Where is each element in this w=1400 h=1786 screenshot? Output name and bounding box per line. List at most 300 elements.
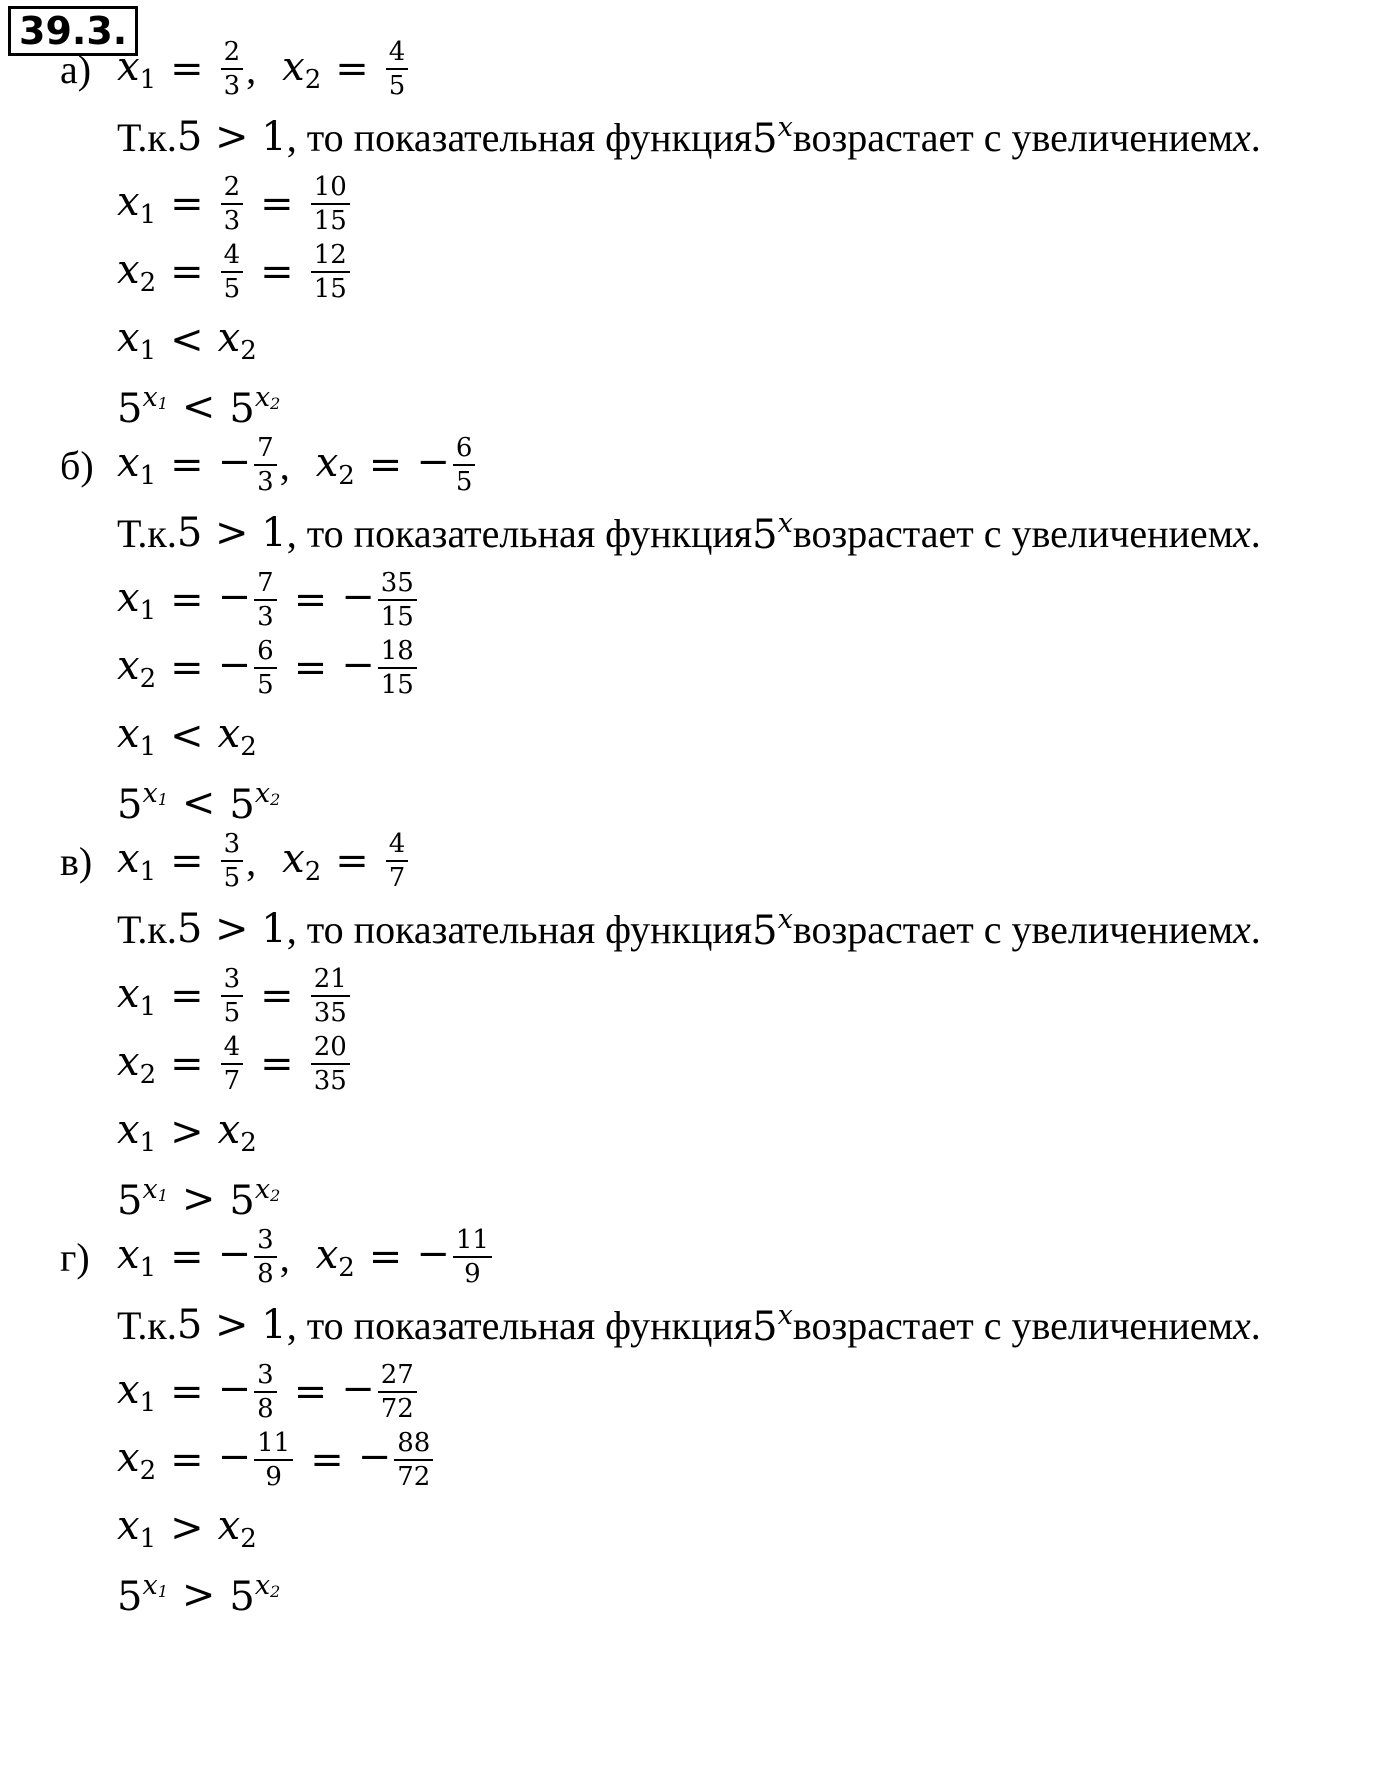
power: $5^{x2}$ xyxy=(229,1174,281,1224)
operator: = xyxy=(170,1369,204,1415)
minus-sign: − xyxy=(217,574,252,620)
x1-conversion xyxy=(117,1357,420,1427)
numerator: 6 xyxy=(455,433,473,463)
variable: $x_2$ xyxy=(217,1106,257,1158)
fraction xyxy=(254,435,277,495)
signed-fraction xyxy=(416,435,478,495)
denominator: 15 xyxy=(380,670,414,700)
minus-sign: − xyxy=(341,1366,375,1412)
fraction xyxy=(254,1227,277,1287)
given-values xyxy=(60,430,478,500)
fraction-bar xyxy=(221,68,244,70)
reason-sentence xyxy=(117,498,1261,568)
numerator: 27 xyxy=(380,1360,414,1390)
fraction xyxy=(311,966,350,1026)
exponent xyxy=(255,1570,280,1601)
reason-end: . xyxy=(1250,510,1261,556)
subscript: 2 xyxy=(338,1252,355,1283)
x2-conversion xyxy=(117,633,420,703)
reason-middle: , то показательная функция xyxy=(286,114,753,160)
x1-conversion xyxy=(117,565,420,635)
signed-fraction xyxy=(218,39,247,99)
reason-exponent xyxy=(778,1300,793,1331)
fraction xyxy=(394,1430,433,1490)
fraction xyxy=(311,174,350,234)
reason-inequality: 5 > 1 xyxy=(176,510,287,556)
subscript: 1 xyxy=(139,856,157,887)
operator: = xyxy=(293,577,328,623)
subscript: 1 xyxy=(139,199,157,230)
numerator: 4 xyxy=(223,240,241,270)
x1-conversion xyxy=(117,961,353,1031)
fraction-bar xyxy=(254,464,277,466)
exponent xyxy=(255,1174,280,1205)
denominator: 7 xyxy=(223,1066,241,1096)
exponent-variable: x2 xyxy=(254,382,281,413)
comparison xyxy=(117,305,257,375)
operator: = xyxy=(260,1041,294,1087)
signed-fraction xyxy=(218,1227,280,1287)
operator: = xyxy=(293,645,328,691)
part-letter: б) xyxy=(60,442,94,488)
signed-fraction xyxy=(218,1362,280,1422)
numerator: 2 xyxy=(223,37,241,67)
exponent-subscript: 1 xyxy=(157,394,168,413)
operator: = xyxy=(260,181,294,227)
numerator: 3 xyxy=(223,964,241,994)
reason-end: . xyxy=(1250,1302,1261,1348)
reason-prefix: Т.к. xyxy=(117,510,177,556)
comma: , xyxy=(279,1234,290,1280)
subscript: 1 xyxy=(139,1127,157,1158)
reason-power: 5$^x$ xyxy=(752,508,793,558)
variable: $x_2$ xyxy=(117,1038,157,1090)
fraction xyxy=(378,638,417,698)
operator: > xyxy=(170,1505,204,1551)
subscript: 2 xyxy=(338,460,355,491)
variable: $x_2$ xyxy=(282,835,322,887)
fraction-bar xyxy=(221,860,244,862)
subscript: 1 xyxy=(139,335,157,366)
x2-conversion xyxy=(117,1029,353,1099)
variable: $x_2$ xyxy=(217,314,257,366)
denominator: 9 xyxy=(265,1462,282,1492)
denominator: 72 xyxy=(397,1462,431,1492)
subscript: 1 xyxy=(139,1523,157,1554)
fraction-bar xyxy=(254,1459,293,1461)
signed-fraction xyxy=(218,966,247,1026)
denominator: 5 xyxy=(388,71,406,101)
signed-fraction xyxy=(308,174,353,234)
denominator: 3 xyxy=(257,467,274,497)
subscript: 1 xyxy=(139,460,157,491)
operator: = xyxy=(170,1041,204,1087)
variable: $x_2$ xyxy=(217,1502,257,1554)
operator: = xyxy=(170,1234,204,1280)
operator: = xyxy=(170,577,204,623)
part-letter: в) xyxy=(60,838,93,884)
power: $5^{x2}$ xyxy=(229,382,281,432)
operator: = xyxy=(170,181,204,227)
fraction xyxy=(311,242,350,302)
subscript: 2 xyxy=(139,267,157,298)
signed-fraction xyxy=(383,39,412,99)
signed-fraction xyxy=(416,1227,495,1287)
minus-sign: − xyxy=(341,574,375,620)
operator: = xyxy=(260,973,294,1019)
fraction xyxy=(311,1034,350,1094)
fraction-bar xyxy=(311,1063,350,1065)
numerator: 11 xyxy=(257,1428,291,1458)
fraction-bar xyxy=(254,1391,277,1393)
signed-fraction xyxy=(218,435,280,495)
variable: $x_1$ xyxy=(117,43,157,95)
minus-sign: − xyxy=(217,642,252,688)
operator: > xyxy=(170,1109,204,1155)
fraction xyxy=(221,174,244,234)
exponent-variable: x1 xyxy=(142,382,168,413)
numerator: 4 xyxy=(223,1032,241,1062)
denominator: 5 xyxy=(455,467,473,497)
operator: = xyxy=(170,1437,204,1483)
numerator: 6 xyxy=(257,636,274,666)
numerator: 20 xyxy=(313,1032,347,1062)
fraction-bar xyxy=(378,667,417,669)
fraction-bar xyxy=(386,860,409,862)
operator: = xyxy=(170,442,204,488)
reason-power: 5$^x$ xyxy=(752,1300,793,1350)
exponent-variable: x1 xyxy=(142,1174,168,1205)
reason-exponent xyxy=(778,904,793,935)
denominator: 5 xyxy=(223,998,241,1028)
operator: = xyxy=(170,838,204,884)
numerator: 12 xyxy=(313,240,347,270)
numerator: 4 xyxy=(388,37,406,67)
denominator: 5 xyxy=(257,670,274,700)
variable: $x_2$ xyxy=(217,710,257,762)
operator: = xyxy=(170,645,204,691)
operator: < xyxy=(181,780,216,826)
fraction-bar xyxy=(386,68,409,70)
denominator: 15 xyxy=(380,602,414,632)
numerator: 10 xyxy=(313,172,347,202)
power-comparison xyxy=(117,1560,280,1630)
reason-var: x xyxy=(1233,114,1251,160)
fraction-bar xyxy=(254,1256,277,1258)
reason-prefix: Т.к. xyxy=(117,1302,177,1348)
given-values xyxy=(60,1222,495,1292)
reason-var: x xyxy=(1233,510,1251,556)
numerator: 7 xyxy=(257,568,274,598)
fraction xyxy=(254,1430,293,1490)
denominator: 3 xyxy=(257,602,274,632)
denominator: 7 xyxy=(388,863,406,893)
signed-fraction xyxy=(341,638,420,698)
variable: $x_1$ xyxy=(117,1366,157,1418)
reason-exponent xyxy=(778,112,793,143)
exponent-subscript: 1 xyxy=(157,790,168,809)
reason-inequality: 5 > 1 xyxy=(176,1302,287,1348)
subscript: 1 xyxy=(139,991,157,1022)
reason-inequality: 5 > 1 xyxy=(176,906,287,952)
part-letter: а) xyxy=(60,46,92,92)
reason-middle: , то показательная функция xyxy=(286,906,753,952)
exponent-subscript: 1 xyxy=(157,1582,168,1601)
subscript: 1 xyxy=(139,731,157,762)
signed-fraction xyxy=(308,966,353,1026)
minus-sign: − xyxy=(217,1366,252,1412)
denominator: 72 xyxy=(380,1394,414,1424)
variable: $x_2$ xyxy=(117,246,157,298)
operator: > xyxy=(181,1176,216,1222)
power: $5^{x1}$ xyxy=(117,382,168,432)
fraction-bar xyxy=(453,1256,492,1258)
reason-power: 5$^x$ xyxy=(752,904,793,954)
variable: $x_1$ xyxy=(117,1106,157,1158)
subscript: 2 xyxy=(139,1455,157,1486)
minus-sign: − xyxy=(357,1434,392,1480)
reason-suffix: возрастает с увеличением xyxy=(792,1302,1233,1348)
subscript: 2 xyxy=(240,731,257,762)
variable: $x_1$ xyxy=(117,178,157,230)
exponent-subscript: 2 xyxy=(270,790,281,809)
numerator: 21 xyxy=(313,964,347,994)
signed-fraction xyxy=(308,242,353,302)
variable: $x_1$ xyxy=(117,574,157,626)
fraction xyxy=(378,1362,417,1422)
operator: > xyxy=(181,1572,216,1618)
denominator: 3 xyxy=(223,206,241,236)
variable: $x_1$ xyxy=(117,1231,157,1283)
variable: $x_1$ xyxy=(117,314,157,366)
reason-middle: , то показательная функция xyxy=(286,510,753,556)
fraction xyxy=(221,966,244,1026)
comparison xyxy=(117,701,257,771)
fraction-bar xyxy=(221,995,244,997)
subscript: 1 xyxy=(139,1252,157,1283)
fraction-bar xyxy=(254,667,277,669)
exponent xyxy=(142,778,167,809)
fraction xyxy=(221,242,244,302)
signed-fraction xyxy=(308,1034,353,1094)
fraction-bar xyxy=(394,1459,433,1461)
x1-conversion xyxy=(117,169,353,239)
numerator: 7 xyxy=(257,433,274,463)
operator: = xyxy=(170,973,204,1019)
fraction xyxy=(453,1227,492,1287)
exponent-subscript: 2 xyxy=(270,1582,281,1601)
fraction-bar xyxy=(221,1063,244,1065)
minus-sign: − xyxy=(217,439,252,485)
subscript: 2 xyxy=(240,335,257,366)
reason-var: x xyxy=(1233,1302,1251,1348)
denominator: 15 xyxy=(313,206,347,236)
power: $5^{x1}$ xyxy=(117,778,168,828)
problem-label: 39.3. xyxy=(8,6,138,56)
comparison xyxy=(117,1493,257,1563)
minus-sign: − xyxy=(341,642,375,688)
denominator: 8 xyxy=(257,1394,274,1424)
signed-fraction xyxy=(218,1034,247,1094)
given-values xyxy=(60,34,411,104)
operator: = xyxy=(335,838,369,884)
reason-exponent-var: x xyxy=(777,904,793,935)
subscript: 2 xyxy=(240,1127,257,1158)
operator: = xyxy=(260,249,294,295)
fraction-bar xyxy=(254,599,277,601)
fraction xyxy=(221,1034,244,1094)
signed-fraction xyxy=(358,1430,437,1490)
subscript: 2 xyxy=(304,64,322,95)
variable: $x_1$ xyxy=(117,1502,157,1554)
reason-end: . xyxy=(1250,906,1261,952)
reason-var: x xyxy=(1233,906,1251,952)
denominator: 15 xyxy=(313,274,347,304)
exponent-variable: x2 xyxy=(254,1174,281,1205)
variable: $x_1$ xyxy=(117,710,157,762)
reason-suffix: возрастает с увеличением xyxy=(792,906,1233,952)
power: $5^{x2}$ xyxy=(229,778,281,828)
operator: = xyxy=(170,249,204,295)
variable: $x_1$ xyxy=(117,439,157,491)
reason-power: 5$^x$ xyxy=(752,112,793,162)
variable: $x_1$ xyxy=(117,835,157,887)
part-letter: г) xyxy=(60,1234,90,1280)
operator: = xyxy=(368,442,403,488)
comma: , xyxy=(246,838,257,884)
operator: < xyxy=(170,713,204,759)
exponent-subscript: 2 xyxy=(270,1186,281,1205)
reason-inequality: 5 > 1 xyxy=(176,114,287,160)
denominator: 35 xyxy=(313,998,347,1028)
exponent-variable: x1 xyxy=(142,778,168,809)
subscript: 2 xyxy=(139,1059,157,1090)
minus-sign: − xyxy=(416,439,450,485)
numerator: 35 xyxy=(380,568,414,598)
operator: < xyxy=(181,384,216,430)
fraction-bar xyxy=(453,464,476,466)
power: $5^{x2}$ xyxy=(229,1570,281,1620)
power: $5^{x1}$ xyxy=(117,1570,168,1620)
variable: $x_2$ xyxy=(282,43,322,95)
x2-conversion xyxy=(117,237,353,307)
denominator: 8 xyxy=(257,1259,274,1289)
subscript: 2 xyxy=(139,663,157,694)
fraction-bar xyxy=(311,271,350,273)
signed-fraction xyxy=(218,242,247,302)
numerator: 3 xyxy=(257,1360,274,1390)
numerator: 18 xyxy=(380,636,414,666)
reason-middle: , то показательная функция xyxy=(286,1302,753,1348)
operator: < xyxy=(170,317,204,363)
numerator: 4 xyxy=(388,829,406,859)
subscript: 1 xyxy=(139,64,157,95)
comparison xyxy=(117,1097,257,1167)
fraction-bar xyxy=(221,203,244,205)
denominator: 35 xyxy=(313,1066,347,1096)
operator: = xyxy=(335,46,369,92)
fraction xyxy=(378,570,417,630)
subscript: 1 xyxy=(139,1387,157,1418)
fraction-bar xyxy=(311,203,350,205)
power: $5^{x1}$ xyxy=(117,1174,168,1224)
reason-sentence xyxy=(117,894,1261,964)
signed-fraction xyxy=(218,1430,297,1490)
reason-suffix: возрастает с увеличением xyxy=(792,510,1233,556)
reason-prefix: Т.к. xyxy=(117,906,177,952)
comma: , xyxy=(246,46,257,92)
signed-fraction xyxy=(218,174,247,234)
subscript: 2 xyxy=(240,1523,257,1554)
variable: $x_2$ xyxy=(315,439,355,491)
fraction xyxy=(386,831,409,891)
exponent xyxy=(142,1570,167,1601)
fraction-bar xyxy=(378,1391,417,1393)
variable: $x_2$ xyxy=(315,1231,355,1283)
signed-fraction xyxy=(218,638,280,698)
signed-fraction xyxy=(341,570,420,630)
minus-sign: − xyxy=(217,1434,252,1480)
numerator: 3 xyxy=(223,829,241,859)
operator: = xyxy=(368,1234,403,1280)
exponent-subscript: 1 xyxy=(157,1186,168,1205)
denominator: 9 xyxy=(464,1259,481,1289)
variable: $x_1$ xyxy=(117,970,157,1022)
variable: $x_2$ xyxy=(117,1434,157,1486)
reason-end: . xyxy=(1250,114,1261,160)
fraction xyxy=(254,570,277,630)
operator: = xyxy=(293,1369,328,1415)
numerator: 11 xyxy=(455,1225,489,1255)
denominator: 3 xyxy=(223,71,241,101)
signed-fraction xyxy=(341,1362,420,1422)
fraction-bar xyxy=(378,599,417,601)
fraction xyxy=(221,831,244,891)
fraction xyxy=(254,1362,277,1422)
comma: , xyxy=(279,442,290,488)
x2-conversion xyxy=(117,1425,436,1495)
fraction xyxy=(221,39,244,99)
reason-suffix: возрастает с увеличением xyxy=(792,114,1233,160)
subscript: 1 xyxy=(139,595,157,626)
exponent-variable: x1 xyxy=(142,1570,168,1601)
exponent xyxy=(255,382,280,413)
reason-exponent-var: x xyxy=(777,112,793,143)
reason-sentence xyxy=(117,1290,1261,1360)
numerator: 3 xyxy=(257,1225,274,1255)
exponent-subscript: 2 xyxy=(270,394,281,413)
reason-prefix: Т.к. xyxy=(117,114,177,160)
numerator: 2 xyxy=(223,172,241,202)
given-values xyxy=(60,826,411,896)
numerator: 88 xyxy=(397,1428,431,1458)
operator: = xyxy=(310,1437,344,1483)
variable: $x_2$ xyxy=(117,642,157,694)
signed-fraction xyxy=(383,831,412,891)
exponent-variable: x2 xyxy=(254,778,281,809)
reason-sentence xyxy=(117,102,1261,172)
minus-sign: − xyxy=(416,1231,450,1277)
reason-exponent-var: x xyxy=(777,1300,793,1331)
denominator: 5 xyxy=(223,863,241,893)
fraction xyxy=(386,39,409,99)
fraction-bar xyxy=(221,271,244,273)
exponent xyxy=(142,1174,167,1205)
reason-exponent-var: x xyxy=(777,508,793,539)
minus-sign: − xyxy=(217,1231,252,1277)
fraction-bar xyxy=(311,995,350,997)
fraction xyxy=(453,435,476,495)
